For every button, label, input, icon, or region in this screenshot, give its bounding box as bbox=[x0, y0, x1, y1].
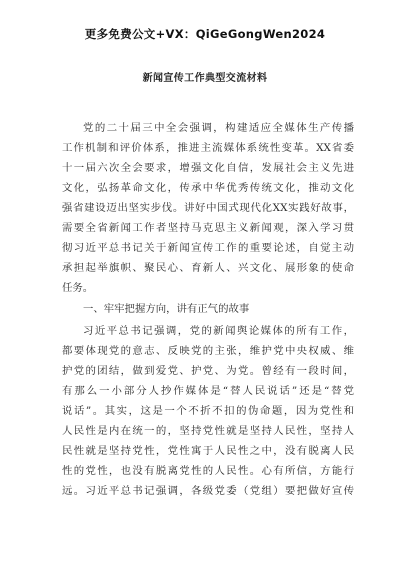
paragraph-2-line: 护党的团结，做到爱党、护党、为党。曾经有一段时间， bbox=[62, 365, 354, 377]
paragraph-2-line: 性的党性，也没有脱离党性的人民性。心有所信，方能行 bbox=[62, 465, 354, 477]
paragraph-1-line: 十一届六次全会要求，增强文化自信，发展社会主义先进 bbox=[62, 162, 354, 174]
paragraph-2-line: 说话”。其实，这是一个不折不扣的伪命题，因为党性和 bbox=[62, 405, 354, 417]
paragraph-2-line: 人民性是内在统一的，坚持党性就是坚持人民性，坚持人 bbox=[62, 425, 354, 437]
paragraph-1-line: 文化，弘扬革命文化，传承中华优秀传统文化，推动文化 bbox=[62, 182, 354, 194]
paragraph-2-line: 都要体现党的意志、反映党的主张，维护党中央权威、维 bbox=[62, 345, 354, 357]
paragraph-1-line: 党的二十届三中全会强调，构建适应全媒体生产传播 bbox=[83, 122, 354, 134]
paragraph-2-line: 习近平总书记强调，党的新闻舆论媒体的所有工作， bbox=[83, 325, 354, 337]
paragraph-1-line: 任务。 bbox=[62, 282, 94, 294]
paragraph-1-line: 工作机制和评价体系，推进主流媒体系统性变革。XX省委 bbox=[62, 142, 354, 154]
paragraph-1-line: 承担起举旗帜、聚民心、育新人、兴文化、展形象的使命 bbox=[62, 262, 354, 274]
paragraph-1-line: 彻习近平总书记关于新闻宣传工作的重要论述，自觉主动 bbox=[62, 242, 354, 254]
paragraph-1-line: 强省建设迈出坚实步伐。讲好中国式现代化XX实践好故事， bbox=[62, 202, 354, 214]
paragraph-1-line: 需要全省新闻工作者坚持马克思主义新闻观，深入学习贯 bbox=[62, 222, 354, 234]
watermark-header: 更多免费公文+VX：QiGeGongWen2024 bbox=[84, 27, 326, 41]
paragraph-2-line: 民性就是坚持党性，党性寓于人民性之中，没有脱离人民 bbox=[62, 445, 354, 457]
paragraph-2-line: 远。习近平总书记强调，各级党委（党组）要把做好宣传 bbox=[62, 485, 354, 497]
document-title: 新闻宣传工作典型交流材料 bbox=[142, 73, 268, 84]
paragraph-2-line: 有那么一小部分人抄作媒体是“替人民说话”还是“替党 bbox=[62, 385, 354, 397]
section-1-heading: 一、牢牢把握方向，讲有正气的故事 bbox=[83, 303, 250, 315]
